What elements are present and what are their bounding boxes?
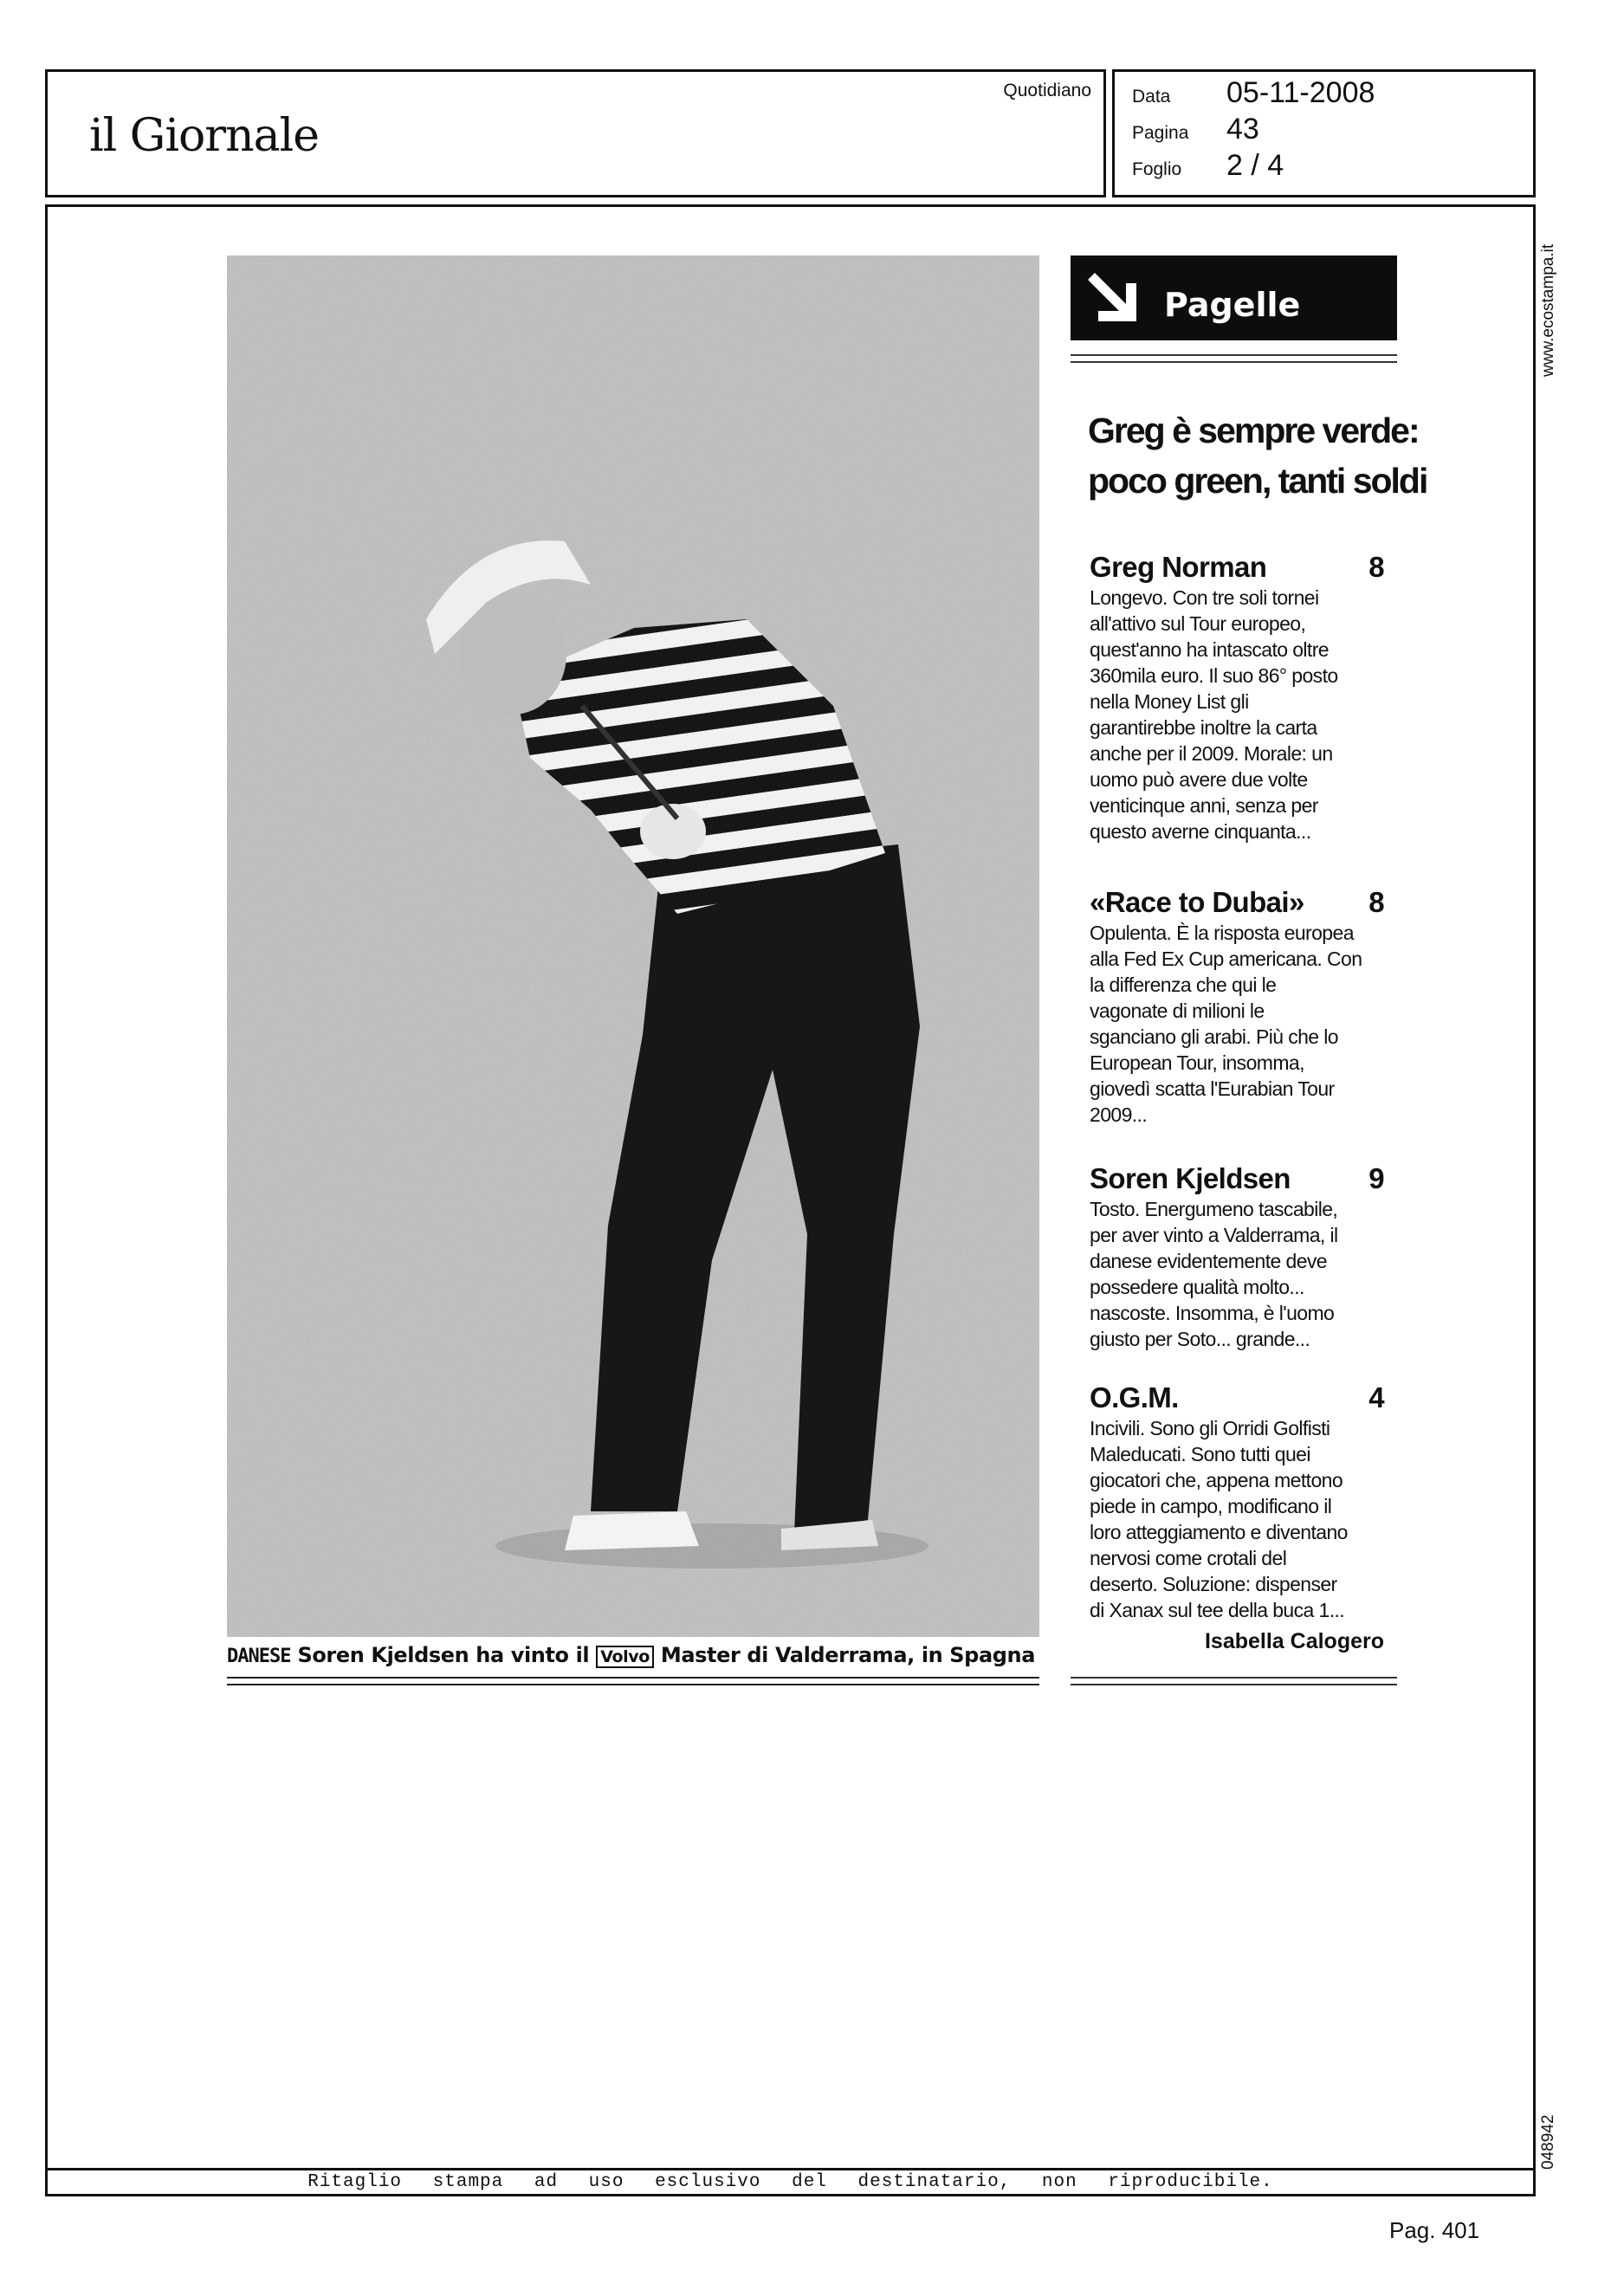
entry-line: 360mila euro. Il suo 86° posto [1090, 664, 1338, 687]
entry-score: 9 [1368, 1162, 1384, 1194]
entry-line: venticinque anni, senza per [1090, 794, 1318, 817]
entry-line: anche per il 2009. Morale: un [1090, 742, 1333, 765]
photo-caption [227, 1643, 1039, 1668]
entry-line: uomo può avere due volte [1090, 768, 1308, 791]
entry-body [1090, 585, 1384, 844]
entry-line: Opulenta. È la risposta europea [1090, 922, 1354, 944]
rating-entry [1090, 1161, 1384, 1352]
entry-name: Soren Kjeldsen [1090, 1162, 1291, 1194]
entry-line: Maleducati. Sono tutti quei [1090, 1443, 1310, 1465]
entry-line: giusto per Soto... grande... [1090, 1328, 1310, 1350]
reproduction-notice: Ritaglio stampa ad uso esclusivo del destinatario, non riproducibile. [307, 2172, 1273, 2192]
entry-score: 8 [1368, 551, 1384, 583]
sidebar-rule [1071, 361, 1397, 363]
meta-page-value: 43 [1226, 113, 1259, 146]
entry-line: Tosto. Energumeno tascabile, [1090, 1198, 1338, 1220]
entry-line: vagonate di milioni le [1090, 999, 1265, 1022]
entry-body [1090, 920, 1384, 1128]
caption-rule-bottom [227, 1684, 1039, 1685]
entry-score: 8 [1368, 886, 1384, 918]
entry-name: O.G.M. [1090, 1381, 1179, 1413]
caption-text-post: Master di Valderrama, in Spagna [660, 1643, 1036, 1667]
entry-body [1090, 1415, 1384, 1623]
entry-line: giocatori che, appena mettono [1090, 1469, 1343, 1491]
sidebar-rule [1071, 1677, 1397, 1679]
arrow-down-right-icon [1083, 268, 1143, 328]
entry-name: Greg Norman [1090, 551, 1267, 583]
caption-kicker: DANESE [227, 1646, 291, 1667]
headline-line: Greg è sempre verde: [1088, 411, 1419, 450]
meta-sheet-label: Foglio [1132, 159, 1182, 179]
meta-date-label: Data [1132, 87, 1171, 107]
caption-rule-top [227, 1677, 1039, 1679]
entry-line: garantirebbe inoltre la carta [1090, 716, 1317, 739]
entry-line: alla Fed Ex Cup americana. Con [1090, 948, 1362, 970]
pagelle-section-header [1071, 256, 1397, 340]
header-masthead-box [45, 69, 1106, 197]
golfer-photo [227, 256, 1039, 1637]
entry-line: danese evidentemente deve [1090, 1250, 1327, 1272]
entry-line: nervosi come crotali del [1090, 1547, 1287, 1569]
entry-score: 4 [1368, 1381, 1384, 1413]
entry-line: la differenza che qui le [1090, 974, 1277, 996]
entry-line: 2009... [1090, 1103, 1148, 1126]
footer-divider [45, 2168, 1536, 2170]
periodicity-label: Quotidiano [1003, 81, 1091, 100]
entry-line: nella Money List gli [1090, 690, 1249, 713]
meta-sheet-value: 2 / 4 [1226, 149, 1284, 182]
caption-brand: Volvo [596, 1646, 654, 1668]
entry-line: per aver vinto a Valderrama, il [1090, 1224, 1338, 1246]
header-meta-box [1112, 69, 1536, 197]
rating-entry [1090, 550, 1384, 844]
side-code-wrapper [1539, 2105, 1574, 2174]
section-label: Pagelle [1164, 286, 1301, 324]
side-code: 048942 [1539, 2114, 1557, 2170]
entry-line: nascoste. Insomma, è l'uomo [1090, 1302, 1335, 1324]
sidebar-rule [1071, 354, 1397, 356]
entry-line: Longevo. Con tre soli tornei [1090, 586, 1319, 609]
sidebar-headline [1088, 405, 1427, 506]
entry-line: questo averne cinquanta... [1090, 820, 1311, 843]
entry-line: European Tour, insomma, [1090, 1051, 1304, 1074]
meta-page-label: Pagina [1132, 123, 1189, 143]
side-url-wrapper [1539, 212, 1574, 385]
entry-line: sganciano gli arabi. Più che lo [1090, 1025, 1338, 1048]
entry-line: Incivili. Sono gli Orridi Golfisti [1090, 1417, 1330, 1439]
meta-date-value: 05-11-2008 [1226, 76, 1375, 109]
headline-line: poco green, tanti soldi [1088, 461, 1427, 501]
golfer-illustration [227, 256, 1039, 1637]
entry-line: piede in campo, modificano il [1090, 1495, 1332, 1517]
entry-body [1090, 1196, 1384, 1352]
page-number: Pag. 401 [1389, 2217, 1480, 2243]
entry-name: «Race to Dubai» [1090, 886, 1304, 918]
entry-line: deserto. Soluzione: dispenser [1090, 1573, 1337, 1595]
entry-line: loro atteggiamento e diventano [1090, 1521, 1348, 1543]
caption-text-pre: Soren Kjeldsen ha vinto il [297, 1643, 590, 1667]
entry-line: quest'anno ha intascato oltre [1090, 638, 1329, 661]
entry-line: all'attivo sul Tour europeo, [1090, 612, 1306, 635]
entry-line: possedere qualità molto... [1090, 1276, 1304, 1298]
side-url: www.ecostampa.it [1539, 243, 1557, 377]
masthead-title: il Giornale [89, 110, 320, 162]
rating-entry [1090, 885, 1384, 1128]
rating-entry [1090, 1381, 1384, 1623]
entry-line: di Xanax sul tee della buca 1... [1090, 1599, 1345, 1621]
byline: Isabella Calogero [1204, 1629, 1384, 1653]
sidebar-rule [1071, 1684, 1397, 1685]
entry-line: giovedì scatta l'Eurabian Tour [1090, 1077, 1335, 1100]
